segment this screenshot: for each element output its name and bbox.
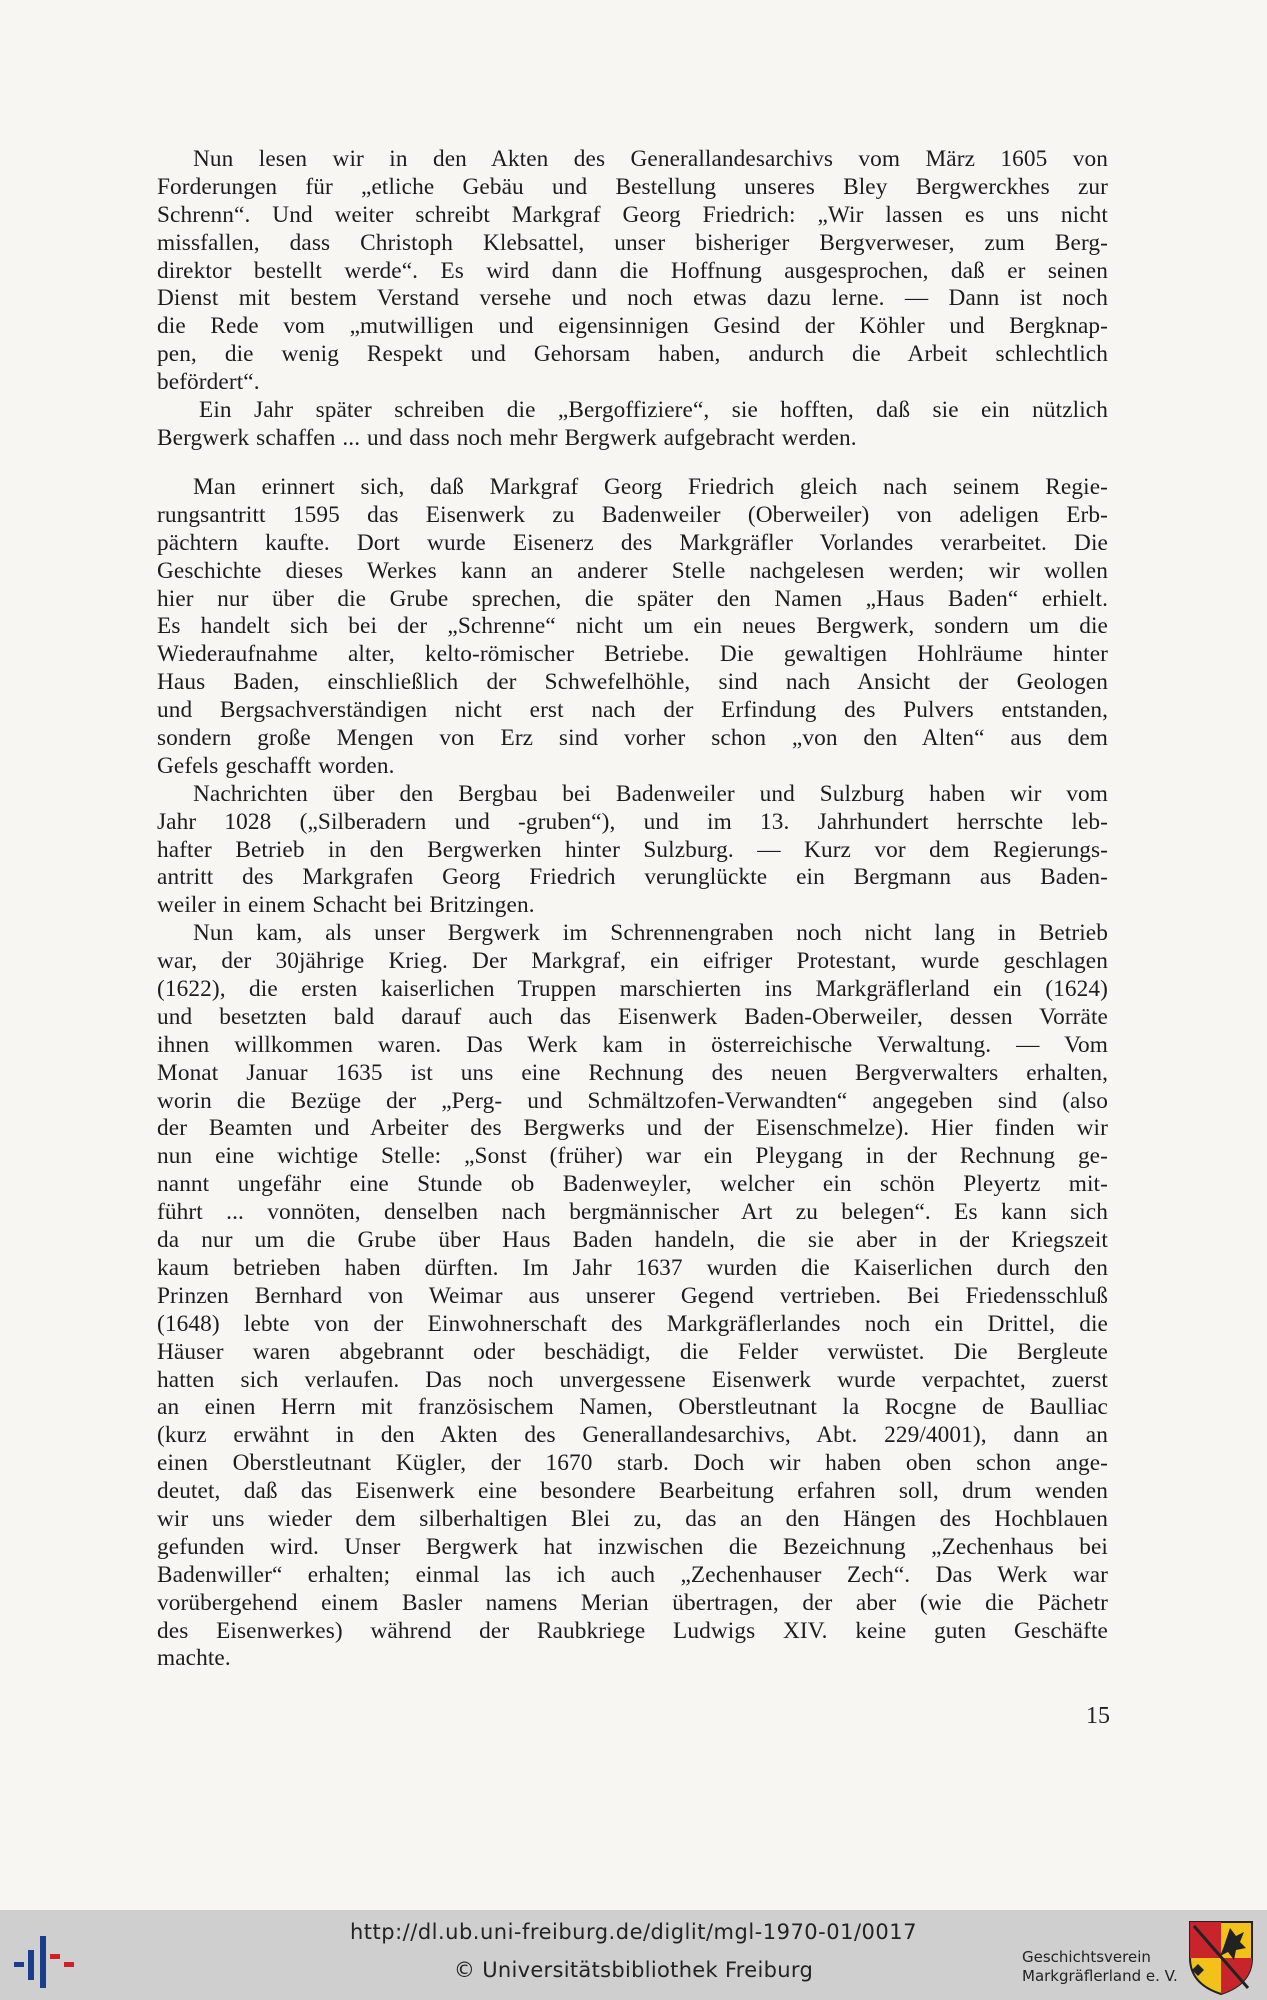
- text-line: Bergwerk schaffen ... und dass noch mehr Bergwerk aufgebracht werden.: [157, 424, 857, 451]
- text-line: Schrenn“. Und weiter schreibt Markgraf Georg Friedrich: „Wir lassen es uns nicht: [157, 201, 1108, 228]
- text-block-main: [157, 474, 1108, 1673]
- text-line: machte.: [157, 1645, 231, 1672]
- text-line: Dienst mit bestem Verstand versehe und noch etwas dazu lerne. — Dann ist noch: [157, 285, 1108, 312]
- text-line: Nun lesen wir in den Akten des Generallandesarchivs vom März 1605 von: [193, 146, 1108, 172]
- text-line: antritt des Markgrafen Georg Friedrich verunglückte ein Bergmann aus Baden-: [157, 864, 1108, 891]
- text-line: deutet, daß das Eisenwerk eine besondere Bearbeitung erfahren soll, drum wenden: [157, 1478, 1108, 1505]
- text-line: worin die Bezüge der „Perg- und Schmältzofen-Verwandten“ angegeben sind (also: [157, 1087, 1108, 1114]
- text-line: sondern große Mengen von Erz sind vorher schon „von den Alten“ aus dem: [157, 725, 1108, 752]
- text-line: Forderungen für „etliche Gebäu und Bestellung unseres Bley Bergwerckhes zur: [157, 173, 1108, 200]
- text-line: rungsantritt 1595 das Eisenwerk zu Badenweiler (Oberweiler) von adeligen Erb-: [157, 501, 1108, 528]
- text-line: kaum betrieben haben dürften. Im Jahr 1637 wurden die Kaiserlichen durch den: [157, 1254, 1108, 1281]
- society-name: [1022, 1948, 1182, 1986]
- text-line: hatten sich verlaufen. Das noch unvergessene Eisenwerk wurde verpachtet, zuerst: [157, 1366, 1108, 1393]
- copyright-text: © Universitätsbibliothek Freiburg: [453, 1958, 814, 1982]
- text-line: führt ... vonnöten, denselben nach bergmännischer Art zu belegen“. Es kann sich: [157, 1199, 1108, 1226]
- text-line: war, der 30jährige Krieg. Der Markgraf, ein eifriger Protestant, wurde geschlagen: [157, 948, 1108, 975]
- text-line: die Rede vom „mutwilligen und eigensinnigen Gesind der Köhler und Bergknap-: [157, 313, 1108, 340]
- text-line: (1648) lebte von der Einwohnerschaft des Markgräflerlandes noch ein Drittel, die: [157, 1310, 1108, 1337]
- text-line: Man erinnert sich, daß Markgraf Georg Friedrich gleich nach seinem Regie-: [193, 474, 1108, 500]
- text-line: Prinzen Bernhard von Weimar aus unserer Gegend vertrieben. Bei Friedensschluß: [157, 1282, 1108, 1309]
- text-line: Badenwiller“ erhalten; einmal las ich auch „Zechenhauser Zech“. Das Werk war: [157, 1561, 1108, 1588]
- text-line: direktor bestellt werde“. Es wird dann die Hoffnung ausgesprochen, daß er seinen: [157, 257, 1108, 284]
- text-line: (kurz erwähnt in den Akten des Generallandesarchivs, Abt. 229/4001), dann an: [157, 1422, 1108, 1449]
- society-line-2: Markgräflerland e. V.: [1022, 1967, 1178, 1985]
- text-line: und Bergsachverständigen nicht erst nach der Erfindung des Pulvers entstanden,: [157, 697, 1108, 724]
- text-line: vorübergehend einem Basler namens Merian übertragen, der aber (wie die Pächetr: [157, 1589, 1108, 1616]
- text-line: (1622), die ersten kaiserlichen Truppen marschierten ins Markgräflerland ein (1624): [157, 976, 1108, 1003]
- text-line: wir uns wieder dem silberhaltigen Blei zu, das an den Hängen des Hochblauen: [157, 1505, 1108, 1532]
- text-line: Geschichte dieses Werkes kann an anderer Stelle nachgelesen werden; wir wollen: [157, 557, 1108, 584]
- text-line: pächtern kaufte. Dort wurde Eisenerz des Markgräfler Vorlandes verarbeitet. Die: [157, 529, 1108, 556]
- text-line: an einen Herrn mit französischem Namen, Oberstleutnant la Rocgne de Baulliac: [157, 1394, 1108, 1421]
- text-line: des Eisenwerkes) während der Raubkriege Ludwigs XIV. keine guten Geschäfte: [157, 1617, 1108, 1644]
- text-line: weiler in einem Schacht bei Britzingen.: [157, 892, 535, 919]
- text-line: da nur um die Grube über Haus Baden handeln, die sie aber in der Kriegszeit: [157, 1227, 1108, 1254]
- viewer-footer: [0, 1910, 1267, 2000]
- text-line: Jahr 1028 („Silberadern und -gruben“), und im 13. Jahrhundert herrschte leb-: [157, 808, 1108, 835]
- text-line: Wiederaufnahme alter, kelto-römischer Betriebe. Die gewaltigen Hohlräume hinter: [157, 641, 1108, 668]
- text-line: Haus Baden, einschließlich der Schwefelhöhle, sind nach Ansicht der Geologen: [157, 669, 1108, 696]
- text-line: und besetzten bald darauf auch das Eisenwerk Baden-Oberweiler, dessen Vorräte: [157, 1003, 1108, 1030]
- text-line: hafter Betrieb in den Bergwerken hinter Sulzburg. — Kurz vor dem Regierungs-: [157, 836, 1108, 863]
- document-url-link[interactable]: http://dl.ub.uni-freiburg.de/diglit/mgl-1970-01/0017: [349, 1920, 917, 1944]
- coat-of-arms-icon: [1186, 1918, 1256, 1996]
- text-line: gefunden wird. Unser Bergwerk hat inzwischen die Bezeichnung „Zechenhaus bei: [157, 1533, 1108, 1560]
- text-line: hier nur über die Grube sprechen, die später den Namen „Haus Baden“ erhielt.: [157, 585, 1108, 612]
- text-line: der Beamten und Arbeiter des Bergwerks und der Eisenschmelze). Hier finden wir: [157, 1115, 1108, 1142]
- text-line: Ein Jahr später schreiben die „Bergoffiziere“, sie hofften, daß sie ein nützlich: [199, 397, 1108, 424]
- text-line: Nachrichten über den Bergbau bei Badenweiler und Sulzburg haben wir vom: [193, 780, 1108, 807]
- text-line: Es handelt sich bei der „Schrenne“ nicht um ein neues Bergwerk, sondern um die: [157, 613, 1108, 640]
- text-line: Häuser waren abgebrannt oder beschädigt, die Felder verwüstet. Die Bergleute: [157, 1338, 1108, 1365]
- text-line: ihnen willkommen waren. Das Werk kam in österreichische Verwaltung. — Vom: [157, 1031, 1108, 1058]
- text-line: Monat Januar 1635 ist uns eine Rechnung des neuen Bergverwalters erhalten,: [157, 1059, 1108, 1086]
- text-line: nun eine wichtige Stelle: „Sonst (früher) war ein Pleygang in der Rechnung ge-: [157, 1143, 1108, 1170]
- society-line-1: Geschichtsverein: [1022, 1948, 1151, 1966]
- text-line: pen, die wenig Respekt und Gehorsam haben, andurch die Arbeit schlechtlich: [157, 341, 1108, 368]
- page-number: 15: [1086, 1703, 1110, 1729]
- text-line: missfallen, dass Christoph Klebsattel, unser bisheriger Bergverweser, zum Berg-: [157, 229, 1108, 256]
- text-line: befördert“.: [157, 369, 260, 396]
- text-line: einen Oberstleutnant Kügler, der 1670 starb. Doch wir haben oben schon ange-: [157, 1450, 1108, 1477]
- text-line: nannt ungefähr eine Stunde ob Badenweyler, welcher ein schön Pleyertz mit-: [157, 1171, 1108, 1198]
- text-block-intro: [157, 146, 1108, 453]
- text-line: Nun kam, als unser Bergwerk im Schrennengraben noch nicht lang in Betrieb: [193, 920, 1108, 947]
- text-line: Gefels geschafft worden.: [157, 752, 395, 779]
